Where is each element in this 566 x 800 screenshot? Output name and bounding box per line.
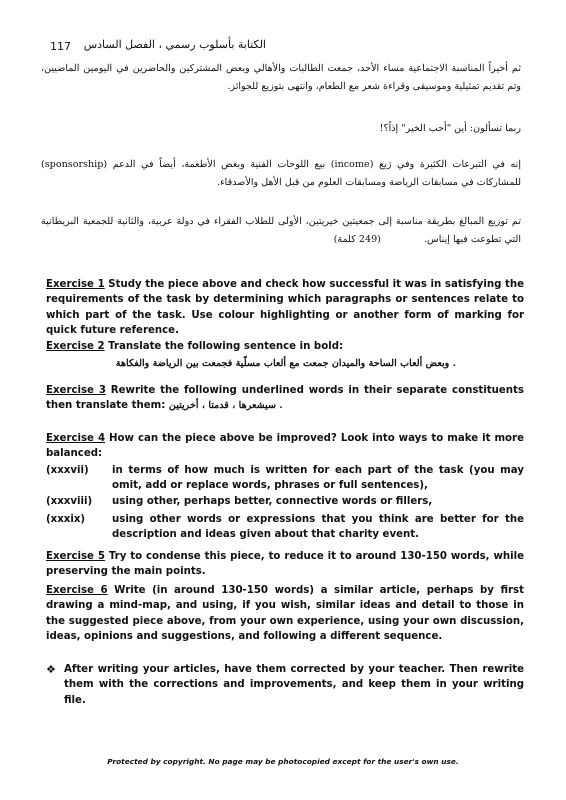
item-label: (xxxix): [46, 514, 86, 525]
item-text: in terms of how much is written for each part of the task (you may omit, add or replace words, phrases or full sentences),: [112, 465, 524, 492]
arabic-paragraph-4: [41, 213, 521, 249]
exercise-2-text: Translate the following sentence in bold:: [104, 341, 344, 352]
exercise-2: [46, 339, 524, 354]
arabic-paragraph-2: ربما تسألون: أين "أحب الخير" إذاً؟!: [379, 123, 521, 134]
arabic-paragraph-3: إنه في التبرعات الكثيرة وفي رَيع (income) بيع اللوحات الفنية وبعض الأطعمة، أيضاً في الدعم (sponsorship) للمشاركات في مسابقات الرياضة ومسابقات العلوم من قبل الأهل والأصدقاء.: [41, 159, 521, 188]
exercise-5-label: Exercise 5: [46, 551, 105, 562]
exercise-1-label: Exercise 1: [46, 279, 105, 290]
arabic-paragraph-4-text: تم توزيع المبالغ بطريقة مناسبة إلى جمعيتين خيريتين، الأولى للطلاب الفقراء في دولة عربية، والثانية للجمعية البريطانية التي تطوعت فيها إيناس.: [41, 216, 521, 245]
exercise-6-label: Exercise 6: [46, 585, 108, 596]
exercise-6-text: Write (in around 130-150 words) a similar article, perhaps by first drawing a mind-map, and using, if you wish, similar ideas and detail to those in the suggested piece above, from your own experience, using your own discussion, ideas, opinions and suggestions, and following a different sequence.: [46, 585, 524, 643]
item-text: using other words or expressions that you think are better for the description and ideas given about that charity event.: [112, 514, 524, 541]
exercise-4-item-3: [46, 512, 524, 543]
exercise-4-label: Exercise 4: [46, 433, 106, 444]
copyright-footer: Protected by copyright. No page may be photocopied except for the user's own use.: [107, 757, 459, 766]
note-text: After writing your articles, have them corrected by your teacher. Then rewrite them with the corrections and improvements, and keep them in your writing file.: [64, 664, 524, 706]
exercise-1-text: Study the piece above and check how successful it was in satisfying the requirements of the task by determining which paragraphs or sentences relate to which part of the task. Use colour highlighting or another form of marking for quick future reference.: [46, 279, 524, 337]
exercise-4-item-2: [46, 494, 524, 509]
exercise-1: [46, 277, 524, 339]
item-text: using other, perhaps better, connective words or fillers,: [112, 496, 433, 507]
exercise-3: [46, 383, 524, 414]
bullet-icon: ❖: [46, 663, 56, 676]
exercise-4-text: How can the piece above be improved? Look into ways to make it more balanced:: [46, 433, 524, 460]
exercise-3-arabic: . سيشعرها ، قدمتا ، أخريتين: [168, 400, 283, 412]
item-label: (xxxviii): [46, 496, 93, 507]
exercise-4-item-1: [46, 463, 524, 494]
page-number: 117: [50, 40, 71, 53]
arabic-paragraph-1: ثم أخيراً المناسبة الاجتماعية مساء الأحد، جمعت الطالبات والأهالي وبعض المشتركين والحاضرين في اليومين الماضيين، وتم تقديم تمثيلية وموسيقى وقراءة شعر مع الطعام، وانتهى بتوزيع للجوائز.: [41, 63, 521, 92]
word-count: (249 كلمة): [333, 234, 381, 245]
exercise-6: [46, 583, 524, 645]
exercise-5: [46, 549, 524, 580]
item-label: (xxxvii): [46, 465, 89, 476]
exercise-3-label: Exercise 3: [46, 385, 106, 396]
exercise-2-arabic: . وبعض ألعاب الساحة والميدان جمعت مع ألعاب مسلّية فجمعت بين الرياضة والفكاهة: [115, 358, 456, 369]
exercise-5-text: Try to condense this piece, to reduce it to around 130-150 words, while preserving the main points.: [46, 551, 524, 578]
exercise-3-text: Rewrite the following underlined words in their separate constituents then translate them:: [46, 385, 524, 412]
note: [46, 662, 524, 708]
exercise-4: [46, 431, 524, 462]
exercise-2-label: Exercise 2: [46, 341, 105, 352]
running-title: الكتابة بأسلوب رسمي ، الفصل السادس: [83, 38, 266, 51]
